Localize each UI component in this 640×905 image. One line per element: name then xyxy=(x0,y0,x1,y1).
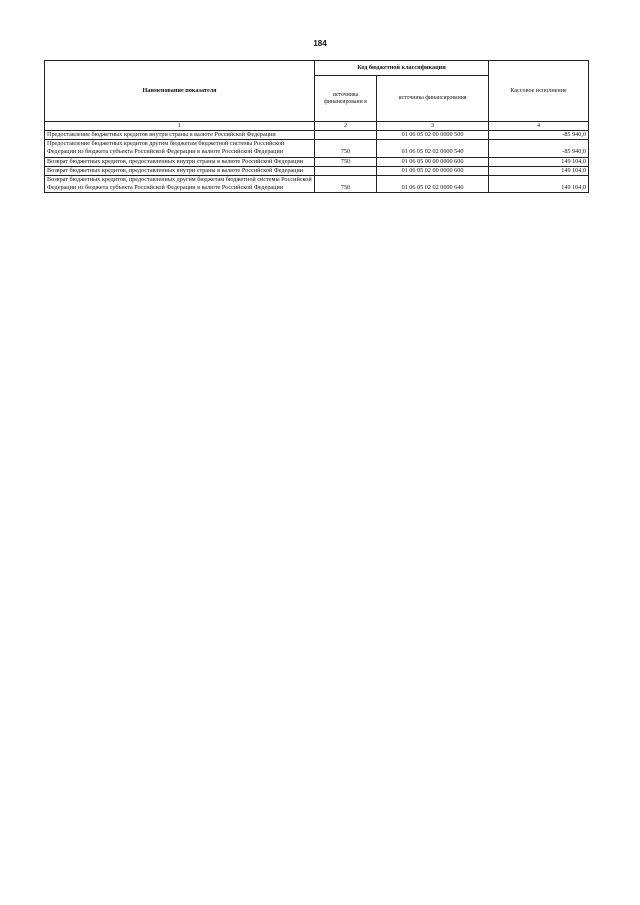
row-source-administrator: 750 xyxy=(315,140,377,157)
row-indicator-name: Возврат бюджетных кредитов, предоставленных другим бюджетам бюджетной системы Российской Федерации из бюджета субъекта Российской Федерации в валюте Российской Федерации xyxy=(45,176,315,193)
column-number: 2 xyxy=(315,122,377,131)
row-indicator-name: Предоставление бюджетных кредитов внутри страны в валюте Российской Федерации xyxy=(45,131,315,140)
row-source-code: 01 06 05 02 02 0000 640 xyxy=(377,176,489,193)
table-row xyxy=(45,176,589,193)
header-source-code: источника финансирования xyxy=(377,76,489,122)
row-source-code: 01 06 05 02 00 0000 600 xyxy=(377,166,489,175)
row-source-code: 01 06 05 02 02 0000 540 xyxy=(377,140,489,157)
row-cash-execution: -85 940,0 xyxy=(489,131,589,140)
column-number: 4 xyxy=(489,122,589,131)
row-source-administrator: 750 xyxy=(315,176,377,193)
header-budget-classification-code: Код бюджетной классификации xyxy=(315,61,489,76)
table-row xyxy=(45,166,589,175)
budget-execution-table xyxy=(44,60,589,193)
column-number: 1 xyxy=(45,122,315,131)
row-cash-execution: 149 104,0 xyxy=(489,166,589,175)
row-source-code: 01 06 05 02 00 0000 500 xyxy=(377,131,489,140)
row-indicator-name: Возврат бюджетных кредитов, предоставленных внутри страны в валюте Российской Федерации xyxy=(45,166,315,175)
row-source-administrator xyxy=(315,131,377,140)
header-indicator-name: Наименование показателя xyxy=(45,61,315,122)
table-row xyxy=(45,140,589,157)
column-number: 3 xyxy=(377,122,489,131)
table-row xyxy=(45,157,589,166)
row-cash-execution: 149 104,0 xyxy=(489,176,589,193)
header-cash-execution: Кассовое исполнение xyxy=(489,61,589,122)
row-indicator-name: Возврат бюджетных кредитов, предоставленных внутри страны в валюте Российской Федерации xyxy=(45,157,315,166)
row-cash-execution: -85 940,0 xyxy=(489,140,589,157)
page-number: 184 xyxy=(313,39,327,48)
header-source-administrator: источника финансировани я xyxy=(315,76,377,122)
row-source-code: 01 06 05 00 00 0000 600 xyxy=(377,157,489,166)
row-indicator-name: Предоставление бюджетных кредитов другим бюджетам бюджетной системы Российской Федерации из бюджета субъекта Российской Федерации в валюте Российской Федерации xyxy=(45,140,315,157)
row-cash-execution: 149 104,0 xyxy=(489,157,589,166)
table-row xyxy=(45,131,589,140)
row-source-administrator xyxy=(315,166,377,175)
row-source-administrator: 750 xyxy=(315,157,377,166)
